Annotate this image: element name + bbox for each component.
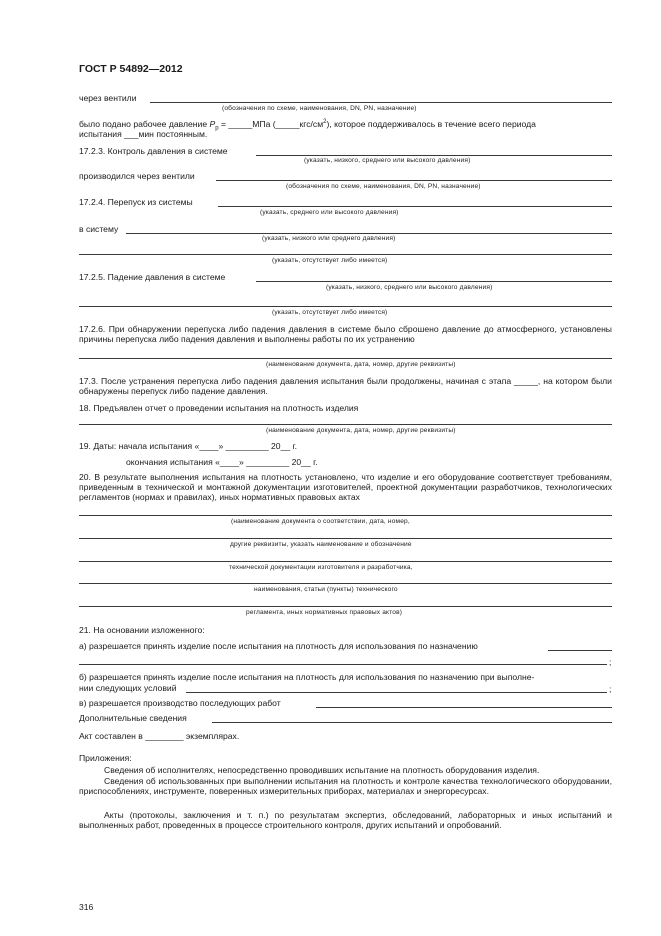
fill-line [79, 606, 612, 607]
field-caption: (указать, низкого, среднего или высокого давления) [326, 284, 493, 291]
fill-line [216, 180, 612, 181]
text-line: в) разрешается производство последующих работ [79, 698, 281, 708]
text-line: производился через вентили [79, 171, 195, 181]
text-line: 18. Предъявлен отчет о проведении испытания на плотность изделия [79, 403, 359, 413]
field-caption: технической документации изготовителя и разработчика, [229, 564, 413, 571]
fill-line [79, 561, 612, 562]
field-caption: (обозначения по схеме, наименования, DN, PN, назначение) [222, 105, 417, 112]
fill-line [79, 306, 612, 307]
text-line: окончания испытания «____» _________ 20__ г. [126, 457, 318, 467]
field-caption: (указать, низкого, среднего или высокого давления) [304, 157, 471, 164]
fill-line [256, 155, 612, 156]
fill-line [79, 254, 612, 255]
fill-line [79, 583, 612, 584]
appendix-item: Сведения об использованных при выполнении испытания на плотность и контроле качества технологического оборудовании, приспособлениях, инструменте, поверенных измерительных приборах, материалах и энергоресурсах. [79, 776, 612, 796]
appendix-item: Акты (протоколы, заключения и т. п.) по результатам экспертиз, обследований, лабораторных и иных испытаний и выполненных работ, проведенных в процессе строительного контроля, других испытаний и опробований. [79, 810, 612, 830]
field-caption: (наименование документа, дата, номер, другие реквизиты) [266, 427, 456, 434]
text-line: 17.2.4. Перепуск из системы [79, 197, 193, 207]
fill-line [186, 692, 607, 693]
fill-line [126, 233, 612, 234]
field-caption: (указать, низкого или среднего давления) [262, 235, 396, 242]
text-line: было подано рабочее давление $P_р$ = _____МПа $(\_\_\_\_\_кгс/см^2)$, которое поддерживалось в течение всего периода [79, 118, 536, 132]
text-line: Дополнительные сведения [79, 713, 187, 723]
paragraph: 17.2.6. При обнаружении перепуска либо падения давления в системе было сброшено давление до атмосферного, установлены причины перепуска либо падения давления и выполнены работы по их устранению [79, 324, 612, 344]
fill-line [79, 424, 612, 425]
fill-line [79, 664, 607, 665]
text-line: 17.2.3. Контроль давления в системе [79, 146, 228, 156]
field-caption: (указать, среднего или высокого давления) [260, 209, 399, 216]
text-line: нии следующих условий [79, 683, 177, 693]
fill-line [218, 206, 612, 207]
semicolon: ; [609, 657, 612, 667]
text-line: испытания ___мин постоянным. [79, 129, 208, 139]
field-caption: наименования, статьи (пункты) технического [254, 586, 398, 593]
text-line: 17.2.5. Падение давления в системе [79, 272, 226, 282]
text-line: 21. На основании изложенного: [79, 625, 205, 635]
field-caption: другие реквизиты, указать наименование и обозначение [230, 541, 412, 548]
semicolon: ; [609, 684, 612, 694]
field-caption: (указать, отсутствует либо имеется) [272, 309, 388, 316]
field-caption: (наименование документа, дата, номер, другие реквизиты) [266, 361, 456, 368]
fill-line [79, 358, 612, 359]
paragraph: 17.3. После устранения перепуска либо падения давления испытания были продолжены, начиная с этапа _____, на котором были обнаружены перепуск либо падение давления. [79, 376, 612, 396]
appendix-item: Сведения об исполнителях, непосредственно проводивших испытание на плотность оборудования изделия. [104, 765, 540, 775]
fill-line [79, 515, 612, 516]
field-caption: регламента, иных нормативных правовых актов) [246, 609, 403, 616]
text-line: Приложения: [79, 753, 132, 763]
text-line: а) разрешается принять изделие после испытания на плотность для использования по назначению [79, 641, 478, 651]
document-header: ГОСТ Р 54892—2012 [79, 63, 183, 75]
page-number: 316 [79, 902, 94, 912]
fill-line [79, 538, 612, 539]
text-line: б) разрешается принять изделие после испытания на плотность для использования по назначению при выполне- [79, 672, 535, 682]
fill-line [212, 722, 612, 723]
text-line: в систему [79, 224, 119, 234]
text-line: 19. Даты: начала испытания «____» _________ 20__ г. [79, 441, 297, 451]
field-caption: (указать, отсутствует либо имеется) [272, 257, 388, 264]
fill-line [548, 650, 612, 651]
fill-line [256, 281, 612, 282]
fill-line [150, 102, 612, 103]
field-caption: (обозначения по схеме, наименования, DN, PN, назначение) [286, 183, 481, 190]
paragraph: 20. В результате выполнения испытания на плотность установлено, что изделие и его оборудование соответствует требованиям, приведенным в технической и монтажной документации изготовителей, проектной документации разработчиков, технологических регламентов (нормах и правилах), иных нормативных правовых актах [79, 472, 612, 502]
fill-line [316, 707, 612, 708]
text-line: через вентили [79, 93, 137, 103]
field-caption: (наименование документа о соответствии, дата, номер, [231, 518, 410, 525]
text-line: Акт составлен в ________ экземплярах. [79, 731, 240, 741]
